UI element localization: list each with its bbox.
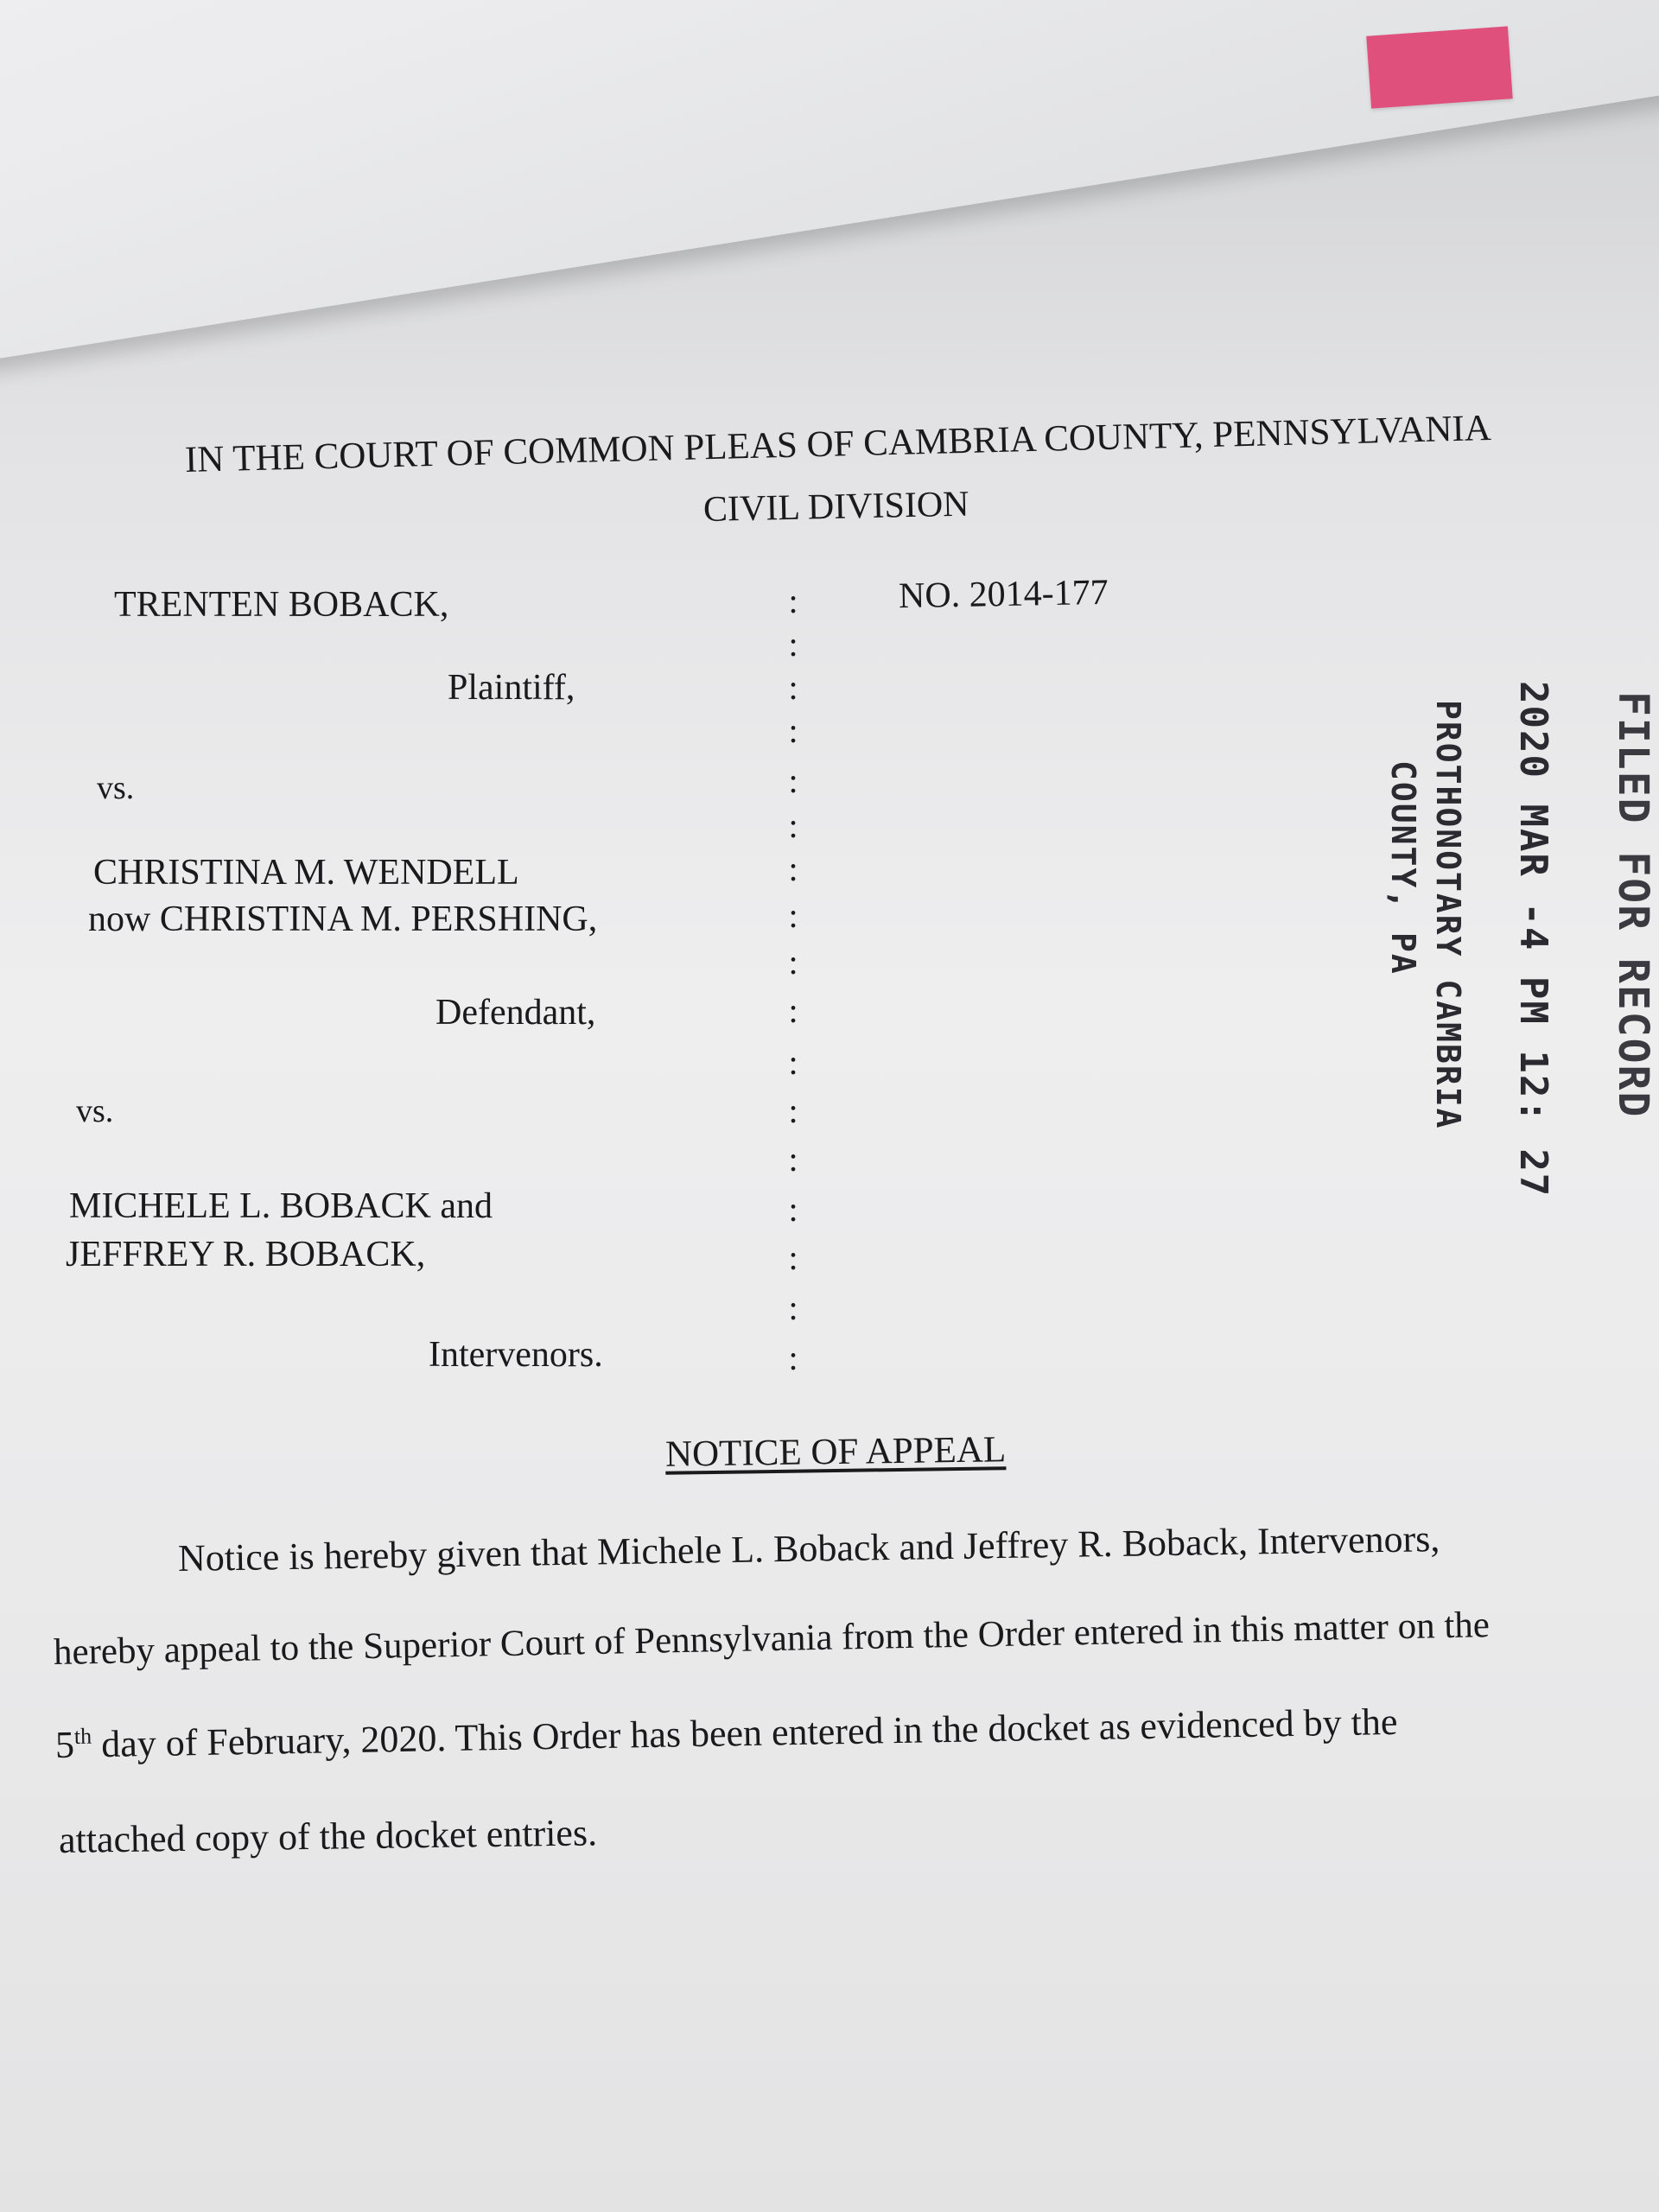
intervenor-role: Intervenors. (429, 1335, 603, 1375)
caption-colon: : (788, 761, 798, 800)
notice-body-line-2: hereby appeal to the Superior Court of Pennsylvania from the Order entered in this matter on the (53, 1605, 1491, 1673)
plaintiff-name: TRENTEN BOBACK, (114, 585, 449, 625)
day-number: 5 (54, 1723, 75, 1766)
intervenor-name-line-2: JEFFREY R. BOBACK, (66, 1235, 426, 1274)
caption-colon: : (788, 625, 798, 664)
notice-heading: NOTICE OF APPEAL (664, 1429, 1007, 1475)
caption-colon: : (788, 1338, 798, 1377)
caption-colon: : (788, 1288, 798, 1327)
caption-colon: : (788, 806, 798, 845)
defendant-name-line-2: now CHRISTINA M. PERSHING, (88, 899, 598, 939)
stamp-date-time: 2020 MAR -4 PM 12: 27 (1511, 681, 1555, 1198)
caption-colon: : (788, 1238, 798, 1277)
caption-colon: : (788, 991, 798, 1030)
stamp-filed-for-record: FILED FOR RECORD (1609, 691, 1657, 1119)
vs-label-2: vs. (76, 1093, 114, 1129)
caption-colon: : (788, 849, 798, 888)
notice-body-line-1: Notice is hereby given that Michele L. Boback and Jeffrey R. Boback, Intervenors, (177, 1517, 1440, 1580)
pink-sticky-tab (1366, 26, 1512, 108)
court-division: CIVIL DIVISION (702, 484, 969, 530)
caption-colon: : (788, 1190, 798, 1229)
case-number: NO. 2014-177 (898, 572, 1109, 617)
notice-body-line-3 (55, 1700, 1398, 1767)
vs-label-1: vs. (97, 770, 135, 806)
caption-colon: : (788, 896, 798, 935)
intervenor-name-line-1: MICHELE L. BOBACK and (69, 1186, 493, 1226)
caption-colon: : (788, 1140, 798, 1179)
caption-colon: : (788, 1091, 798, 1130)
stamp-prothonotary: PROTHONOTARY CAMBRIA (1429, 700, 1467, 1130)
plaintiff-role: Plaintiff, (448, 668, 575, 708)
defendant-name-line-1: CHRISTINA M. WENDELL (93, 853, 519, 893)
defendant-role: Defendant, (435, 993, 596, 1033)
notice-body-line-3-text: day of February, 2020. This Order has been entered in the docket as evidenced by the (91, 1700, 1398, 1766)
court-title: IN THE COURT OF COMMON PLEAS OF CAMBRIA COUNTY, PENNSYLVANIA (184, 408, 1492, 480)
caption-colon: : (788, 711, 798, 750)
stamp-county: COUNTY, PA (1384, 760, 1422, 976)
caption-colon: : (788, 1043, 798, 1082)
caption-colon: : (788, 668, 798, 707)
notice-body-line-4: attached copy of the docket entries. (58, 1811, 598, 1861)
caption-colon: : (788, 582, 798, 620)
day-suffix: th (73, 1723, 92, 1749)
caption-colon: : (788, 943, 798, 982)
